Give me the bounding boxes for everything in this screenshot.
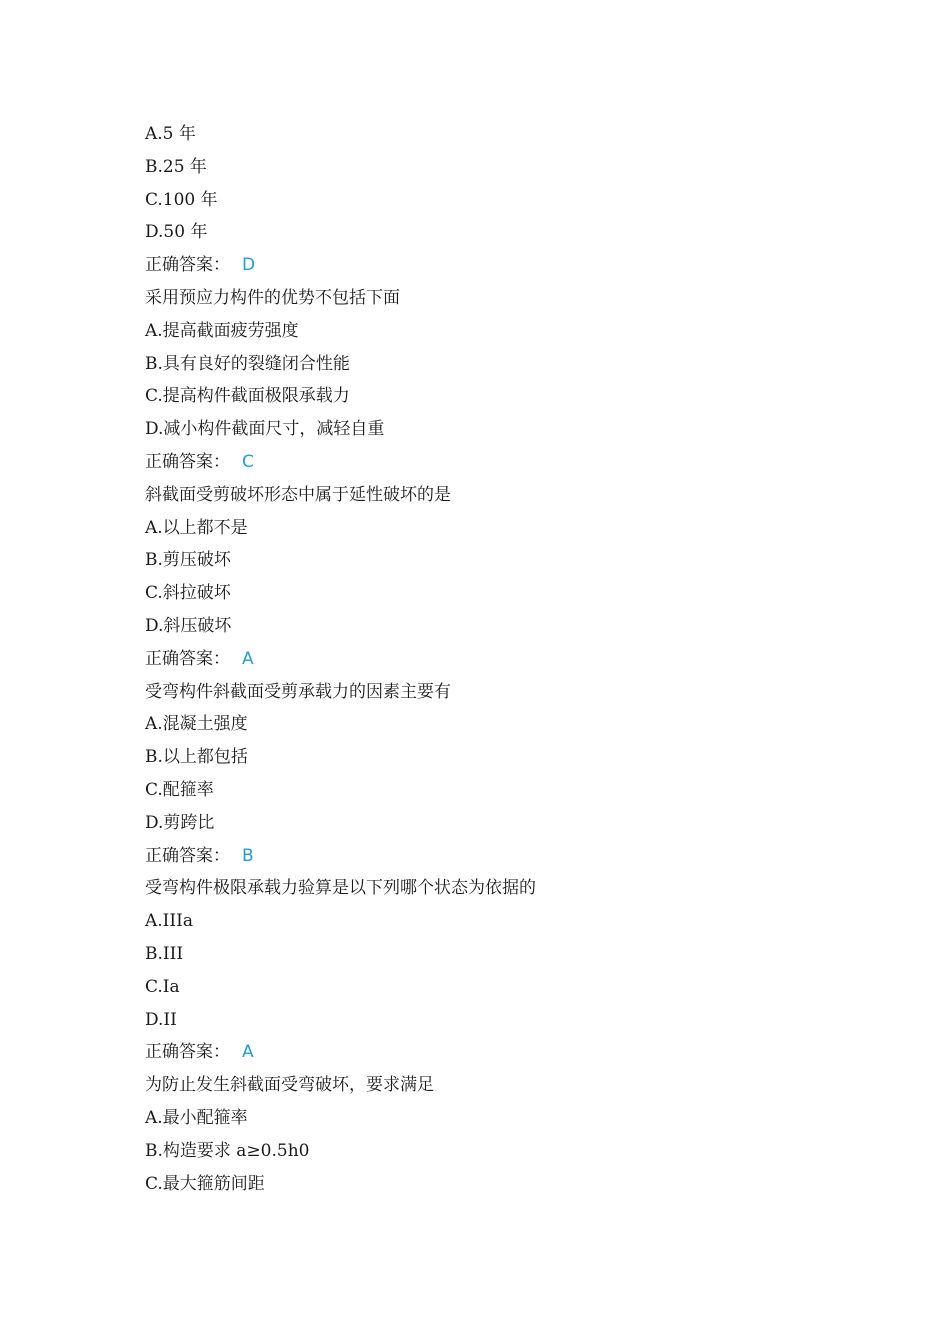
- option-b: B.III: [145, 943, 184, 964]
- option-b: B.构造要求 a≥0.5h0: [145, 1140, 310, 1161]
- answer-row: [145, 840, 845, 873]
- option-a: A.5 年: [145, 124, 196, 144]
- answer-row: [145, 249, 845, 282]
- option-a: A.IIIa: [145, 911, 193, 932]
- answer-row: [145, 643, 845, 676]
- question-text: 为防止发生斜截面受弯破坏，要求满足: [145, 1075, 434, 1096]
- option-d: D.50 年: [145, 222, 208, 243]
- answer-value: D: [242, 255, 256, 276]
- option-a: A.以上都不是: [145, 517, 248, 538]
- answer-label: 正确答案：: [145, 451, 230, 472]
- answer-value: B: [242, 845, 254, 866]
- answer-row: [145, 446, 845, 479]
- option-d: D.II: [145, 1009, 177, 1030]
- option-c: C.配箍率: [145, 779, 214, 800]
- option-a: A.提高截面疲劳强度: [145, 320, 299, 341]
- option-a: A.最小配箍率: [145, 1107, 248, 1128]
- option-d: D.剪跨比: [145, 812, 215, 833]
- answer-label: 正确答案：: [145, 648, 230, 669]
- option-d: D.减小构件截面尺寸，减轻自重: [145, 419, 385, 440]
- option-c: C.最大箍筋间距: [145, 1173, 265, 1194]
- question-text: 斜截面受剪破坏形态中属于延性破坏的是: [145, 484, 451, 505]
- option-b: B.剪压破坏: [145, 550, 231, 571]
- answer-value: A: [242, 648, 254, 669]
- option-c: C.Ia: [145, 976, 180, 997]
- option-b: B.25 年: [145, 156, 207, 177]
- answer-label: 正确答案：: [145, 845, 230, 866]
- answer-value: A: [242, 1042, 254, 1063]
- answer-row: [145, 1036, 845, 1069]
- option-a: A.混凝土强度: [145, 714, 248, 735]
- question-text: 采用预应力构件的优势不包括下面: [145, 287, 400, 308]
- answer-value: C: [242, 451, 254, 472]
- option-b: B.以上都包括: [145, 747, 248, 768]
- question-text: 受弯构件极限承载力验算是以下列哪个状态为依据的: [145, 878, 536, 899]
- answer-label: 正确答案：: [145, 1042, 230, 1063]
- answer-label: 正确答案：: [145, 255, 230, 276]
- option-c: C.100 年: [145, 189, 218, 210]
- option-c: C.提高构件截面极限承载力: [145, 386, 350, 407]
- option-d: D.斜压破坏: [145, 615, 232, 636]
- question-list: [145, 118, 845, 1200]
- question-text: 受弯构件斜截面受剪承载力的因素主要有: [145, 681, 451, 702]
- option-c: C.斜拉破坏: [145, 583, 231, 604]
- option-b: B.具有良好的裂缝闭合性能: [145, 353, 350, 374]
